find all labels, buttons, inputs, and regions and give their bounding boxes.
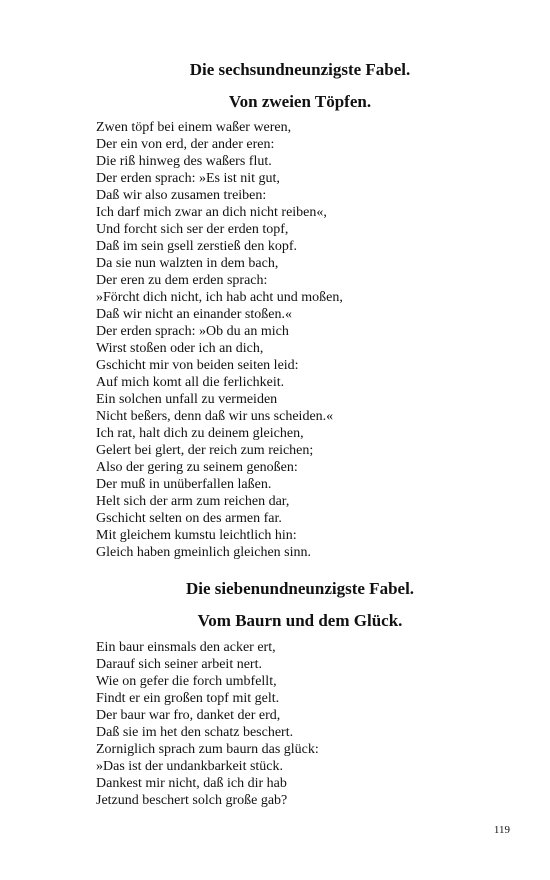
poem-line: Zwen töpf bei einem waßer weren, xyxy=(96,120,292,135)
poem-line: Wirst stoßen oder ich an dich, xyxy=(96,341,264,356)
poem-line: Der eren zu dem erden sprach: xyxy=(96,273,268,288)
poem-line: Daß wir nicht an einander stoßen.« xyxy=(96,307,292,322)
poem-line: Der muß in unüberfallen laßen. xyxy=(96,477,272,492)
poem-line: Jetzund beschert solch große gab? xyxy=(96,793,288,808)
poem-line: Gelert bei glert, der reich zum reichen; xyxy=(96,443,314,458)
fable-96-poem xyxy=(96,119,343,561)
fable-97-poem xyxy=(96,639,319,809)
fable-97-heading: Die siebenundneunzigste Fabel. xyxy=(185,579,415,598)
poem-line: Und forcht sich ser der erden topf, xyxy=(96,222,289,237)
poem-line: Auf mich komt all die ferlichkeit. xyxy=(96,375,285,390)
poem-line: Gleich haben gmeinlich gleichen sinn. xyxy=(96,545,311,560)
poem-line: Gschicht selten on des armen far. xyxy=(96,511,282,526)
poem-line: Daß wir also zusamen treiben: xyxy=(96,188,267,203)
poem-line: Ich rat, halt dich zu deinem gleichen, xyxy=(96,426,304,441)
poem-line: Daß im sein gsell zerstieß den kopf. xyxy=(96,239,298,254)
page-number: 119 xyxy=(493,824,510,836)
poem-line: Der ein von erd, der ander eren: xyxy=(96,137,275,152)
poem-line: Der erden sprach: »Ob du an mich xyxy=(96,324,289,339)
poem-line: Ich darf mich zwar an dich nicht reiben«, xyxy=(96,205,327,220)
fable-97-title: Vom Baurn und dem Glück. xyxy=(197,611,403,630)
poem-line: Mit gleichem kumstu leichtlich hin: xyxy=(96,528,297,543)
poem-line: Ein baur einsmals den acker ert, xyxy=(96,640,276,655)
poem-line: Daß sie im het den schatz beschert. xyxy=(96,725,294,740)
poem-line: Also der gering zu seinem genoßen: xyxy=(96,460,298,475)
poem-line: »Förcht dich nicht, ich hab acht und moßen, xyxy=(96,290,343,305)
poem-line: Der erden sprach: »Es ist nit gut, xyxy=(96,171,280,186)
poem-line: »Das ist der undankbarkeit stück. xyxy=(96,759,284,774)
poem-line: Dankest mir nicht, daß ich dir hab xyxy=(96,776,287,791)
poem-line: Der baur war fro, danket der erd, xyxy=(96,708,281,723)
fable-96-heading: Die sechsundneunzigste Fabel. xyxy=(189,60,411,79)
poem-line: Zorniglich sprach zum baurn das glück: xyxy=(96,742,319,757)
poem-line: Darauf sich seiner arbeit nert. xyxy=(96,657,262,672)
poem-line: Ein solchen unfall zu vermeiden xyxy=(96,392,278,407)
poem-line: Gschicht mir von beiden seiten leid: xyxy=(96,358,299,373)
fable-96-title: Von zweien Töpfen. xyxy=(228,92,372,111)
poem-line: Findt er ein großen topf mit gelt. xyxy=(96,691,280,706)
poem-line: Helt sich der arm zum reichen dar, xyxy=(96,494,290,509)
poem-line: Da sie nun walzten in dem bach, xyxy=(96,256,279,271)
poem-line: Die riß hinweg des waßers flut. xyxy=(96,154,272,169)
poem-line: Nicht beßers, denn daß wir uns scheiden.« xyxy=(96,409,334,424)
poem-line: Wie on gefer die forch umbfellt, xyxy=(96,674,277,689)
